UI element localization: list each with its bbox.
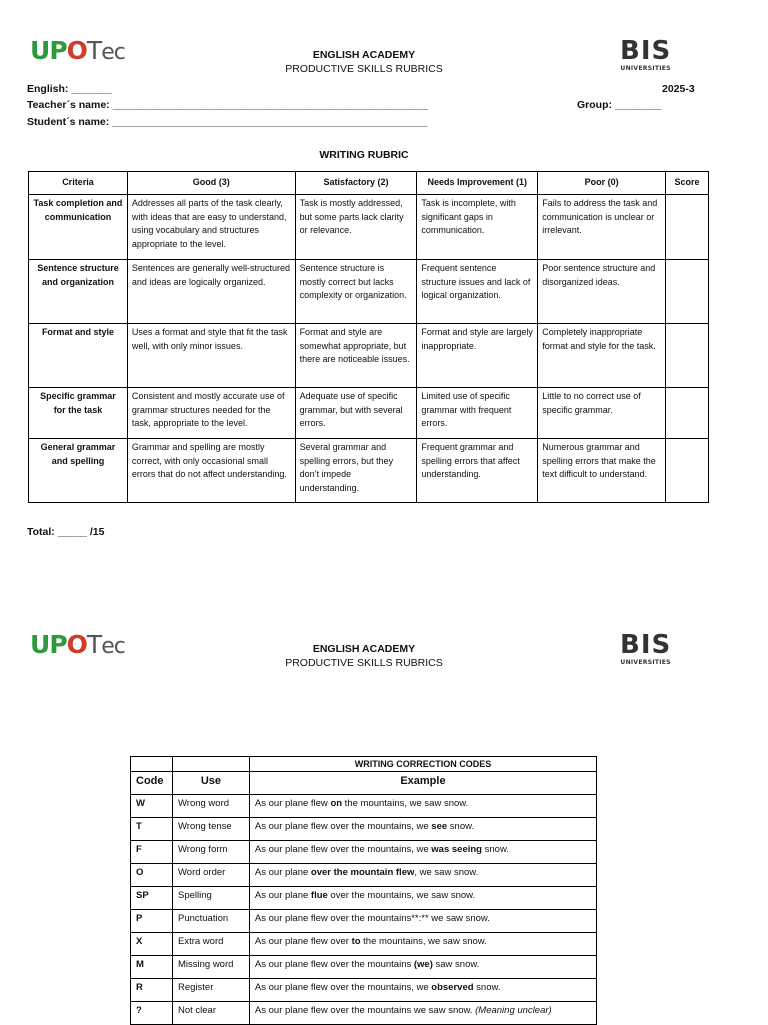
score-cell[interactable] bbox=[666, 388, 709, 439]
logo-letter-t: T bbox=[86, 630, 102, 659]
codes-header-row bbox=[131, 772, 597, 795]
example-note: (Meaning unclear) bbox=[475, 1005, 552, 1016]
needs-cell: Format and style are largely inappropriate. bbox=[417, 324, 538, 388]
use-cell: Punctuation bbox=[172, 910, 249, 933]
criteria-cell: General grammar and spelling bbox=[29, 439, 128, 503]
code-cell: R bbox=[131, 979, 173, 1002]
correction-codes-table bbox=[130, 756, 597, 1025]
teacher-name-field[interactable]: Teacher´s name: ______________________________________________________ bbox=[27, 99, 428, 111]
example-text-end: the mountains, we saw snow. bbox=[360, 936, 487, 947]
use-cell: Missing word bbox=[172, 956, 249, 979]
page-header-2 bbox=[264, 642, 464, 670]
header-needs-improvement: Needs Improvement (1) bbox=[417, 172, 538, 195]
example-error: (we) bbox=[413, 959, 433, 970]
logo-letter-p: P bbox=[49, 630, 67, 659]
table-row bbox=[131, 864, 597, 887]
satisfactory-cell: Several grammar and spelling errors, but they don’t impede understanding. bbox=[295, 439, 417, 503]
example-text: As our plane flew over the mountains, we bbox=[254, 844, 432, 855]
example-text: As our plane flew bbox=[254, 798, 331, 809]
poor-cell: Little to no correct use of specific grammar. bbox=[538, 388, 666, 439]
use-cell: Word order bbox=[172, 864, 249, 887]
satisfactory-cell: Sentence structure is mostly correct but lacks complexity or organization. bbox=[295, 260, 417, 324]
logo-letters-ec: ec bbox=[101, 40, 125, 65]
code-cell: X bbox=[131, 933, 173, 956]
table-row bbox=[131, 933, 597, 956]
header-poor: Poor (0) bbox=[538, 172, 666, 195]
table-row bbox=[131, 887, 597, 910]
example-text: As our plane flew over bbox=[254, 936, 352, 947]
example-cell bbox=[249, 933, 596, 956]
code-cell: M bbox=[131, 956, 173, 979]
use-cell: Spelling bbox=[172, 887, 249, 910]
criteria-cell: Specific grammar for the task bbox=[29, 388, 128, 439]
poor-cell: Poor sentence structure and disorganized ideas. bbox=[538, 260, 666, 324]
code-cell: SP bbox=[131, 887, 173, 910]
good-cell: Grammar and spelling are mostly correct, with only occasional small errors that do not affect understanding. bbox=[127, 439, 295, 503]
example-text: As our plane flew over the mountains, we bbox=[254, 982, 432, 993]
example-text: As our plane flew over the mountains bbox=[254, 959, 414, 970]
example-error: flue bbox=[310, 890, 328, 901]
poor-cell: Completely inappropriate format and style for the task. bbox=[538, 324, 666, 388]
table-row bbox=[131, 956, 597, 979]
use-cell: Extra word bbox=[172, 933, 249, 956]
criteria-cell: Task completion and communication bbox=[29, 195, 128, 260]
table-row bbox=[29, 388, 709, 439]
use-cell: Register bbox=[172, 979, 249, 1002]
satisfactory-cell: Format and style are somewhat appropriate, but there are noticeable issues. bbox=[295, 324, 417, 388]
example-text: As our plane bbox=[254, 890, 311, 901]
code-cell: O bbox=[131, 864, 173, 887]
header-subtitle: PRODUCTIVE SKILLS RUBRICS bbox=[285, 657, 443, 669]
example-cell bbox=[249, 979, 596, 1002]
good-cell: Uses a format and style that fit the task well, with only minor issues. bbox=[127, 324, 295, 388]
example-cell bbox=[249, 956, 596, 979]
example-text: As our plane flew over the mountains we saw snow. bbox=[254, 1005, 476, 1016]
use-cell: Wrong tense bbox=[172, 818, 249, 841]
example-error: was seeing bbox=[431, 844, 482, 855]
example-cell bbox=[249, 795, 596, 818]
header-title: ENGLISH ACADEMY bbox=[312, 643, 416, 655]
bis-logo-subtitle: UNIVERSITIES bbox=[620, 659, 671, 666]
code-cell: ? bbox=[131, 1002, 173, 1025]
blank-cell bbox=[131, 757, 173, 772]
blank-cell bbox=[172, 757, 249, 772]
logo-letter-p: P bbox=[49, 36, 67, 65]
table-row bbox=[131, 818, 597, 841]
bis-logo-subtitle: UNIVERSITIES bbox=[620, 65, 671, 72]
logo-letter-u: U bbox=[30, 36, 50, 65]
student-name-field[interactable]: Student´s name: ______________________________________________________ bbox=[27, 116, 428, 128]
codes-title: WRITING CORRECTION CODES bbox=[249, 757, 596, 772]
example-text-end: snow. bbox=[473, 982, 501, 993]
bis-logo-2 bbox=[620, 632, 671, 666]
table-row bbox=[29, 260, 709, 324]
example-text-end: the mountains, we saw snow. bbox=[342, 798, 469, 809]
score-cell[interactable] bbox=[666, 195, 709, 260]
score-cell[interactable] bbox=[666, 324, 709, 388]
table-row bbox=[131, 979, 597, 1002]
example-text-end: saw snow. bbox=[432, 959, 480, 970]
needs-cell: Limited use of specific grammar with frequent errors. bbox=[417, 388, 538, 439]
page-header bbox=[264, 48, 464, 76]
score-cell[interactable] bbox=[666, 260, 709, 324]
table-row bbox=[131, 795, 597, 818]
satisfactory-cell: Task is mostly addressed, but some parts lack clarity or relevance. bbox=[295, 195, 417, 260]
header-example: Example bbox=[249, 772, 596, 795]
logo-letter-o: O bbox=[66, 630, 87, 659]
needs-cell: Frequent sentence structure issues and lack of logical organization. bbox=[417, 260, 538, 324]
header-code: Code bbox=[131, 772, 173, 795]
logo-letter-t: T bbox=[86, 36, 102, 65]
english-field[interactable]: English: _______ bbox=[27, 83, 113, 95]
example-text-end: snow. bbox=[482, 844, 509, 855]
example-error: on bbox=[330, 798, 343, 809]
example-text-end: over the mountains, we saw snow. bbox=[327, 890, 476, 901]
criteria-cell: Format and style bbox=[29, 324, 128, 388]
poor-cell: Fails to address the task and communication is unclear or irrelevant. bbox=[538, 195, 666, 260]
example-error: observed bbox=[431, 982, 474, 993]
poor-cell: Numerous grammar and spelling errors that make the text difficult to understand. bbox=[538, 439, 666, 503]
example-cell bbox=[249, 864, 596, 887]
total-field[interactable]: Total: _____ /15 bbox=[27, 526, 105, 538]
use-cell: Not clear bbox=[172, 1002, 249, 1025]
use-cell: Wrong word bbox=[172, 795, 249, 818]
example-cell bbox=[249, 841, 596, 864]
table-row bbox=[131, 1002, 597, 1025]
good-cell: Sentences are generally well-structured and ideas are logically organized. bbox=[127, 260, 295, 324]
logo-letters-ec: ec bbox=[101, 634, 125, 659]
example-error: see bbox=[431, 821, 448, 832]
logo-letter-o: O bbox=[66, 36, 87, 65]
header-satisfactory: Satisfactory (2) bbox=[295, 172, 417, 195]
example-cell bbox=[249, 1002, 596, 1025]
satisfactory-cell: Adequate use of specific grammar, but with several errors. bbox=[295, 388, 417, 439]
needs-cell: Frequent grammar and spelling errors that affect understanding. bbox=[417, 439, 538, 503]
table-row bbox=[29, 439, 709, 503]
header-good: Good (3) bbox=[127, 172, 295, 195]
upotec-logo bbox=[30, 38, 125, 64]
code-cell: F bbox=[131, 841, 173, 864]
table-row bbox=[29, 324, 709, 388]
header-subtitle: PRODUCTIVE SKILLS RUBRICS bbox=[285, 63, 443, 75]
bis-logo bbox=[620, 38, 671, 72]
rubric-title: WRITING RUBRIC bbox=[319, 149, 409, 161]
table-row bbox=[131, 841, 597, 864]
good-cell: Addresses all parts of the task clearly, with ideas that are easy to understand, using vocabulary and structures appropriate to the level. bbox=[127, 195, 295, 260]
header-use: Use bbox=[172, 772, 249, 795]
example-cell bbox=[249, 818, 596, 841]
group-field[interactable]: Group: ________ bbox=[577, 99, 662, 111]
needs-cell: Task is incomplete, with significant gaps in communication. bbox=[417, 195, 538, 260]
use-cell: Wrong form bbox=[172, 841, 249, 864]
code-cell: T bbox=[131, 818, 173, 841]
criteria-cell: Sentence structure and organization bbox=[29, 260, 128, 324]
rubric-header-row bbox=[29, 172, 709, 195]
period-label: 2025-3 bbox=[662, 83, 695, 95]
table-row bbox=[131, 910, 597, 933]
example-cell bbox=[249, 887, 596, 910]
score-cell[interactable] bbox=[666, 439, 709, 503]
example-error: to bbox=[351, 936, 361, 947]
example-text: As our plane bbox=[254, 867, 311, 878]
writing-rubric-table bbox=[28, 171, 709, 503]
example-cell bbox=[249, 910, 596, 933]
bis-logo-text: BIS bbox=[620, 36, 672, 66]
header-score: Score bbox=[666, 172, 709, 195]
example-error: over the mountain flew bbox=[310, 867, 415, 878]
header-criteria: Criteria bbox=[29, 172, 128, 195]
upotec-logo-2 bbox=[30, 632, 125, 658]
codes-title-row bbox=[131, 757, 597, 772]
example-text: As our plane flew over the mountains**:** we saw snow. bbox=[254, 913, 490, 924]
bis-logo-text: BIS bbox=[620, 630, 672, 660]
header-title: ENGLISH ACADEMY bbox=[312, 49, 416, 61]
table-row bbox=[29, 195, 709, 260]
example-text-end: snow. bbox=[447, 821, 475, 832]
example-text: As our plane flew over the mountains, we bbox=[254, 821, 432, 832]
code-cell: W bbox=[131, 795, 173, 818]
code-cell: P bbox=[131, 910, 173, 933]
logo-letter-u: U bbox=[30, 630, 50, 659]
good-cell: Consistent and mostly accurate use of grammar structures needed for the task, appropriate to the level. bbox=[127, 388, 295, 439]
example-text-end: , we saw snow. bbox=[414, 867, 479, 878]
